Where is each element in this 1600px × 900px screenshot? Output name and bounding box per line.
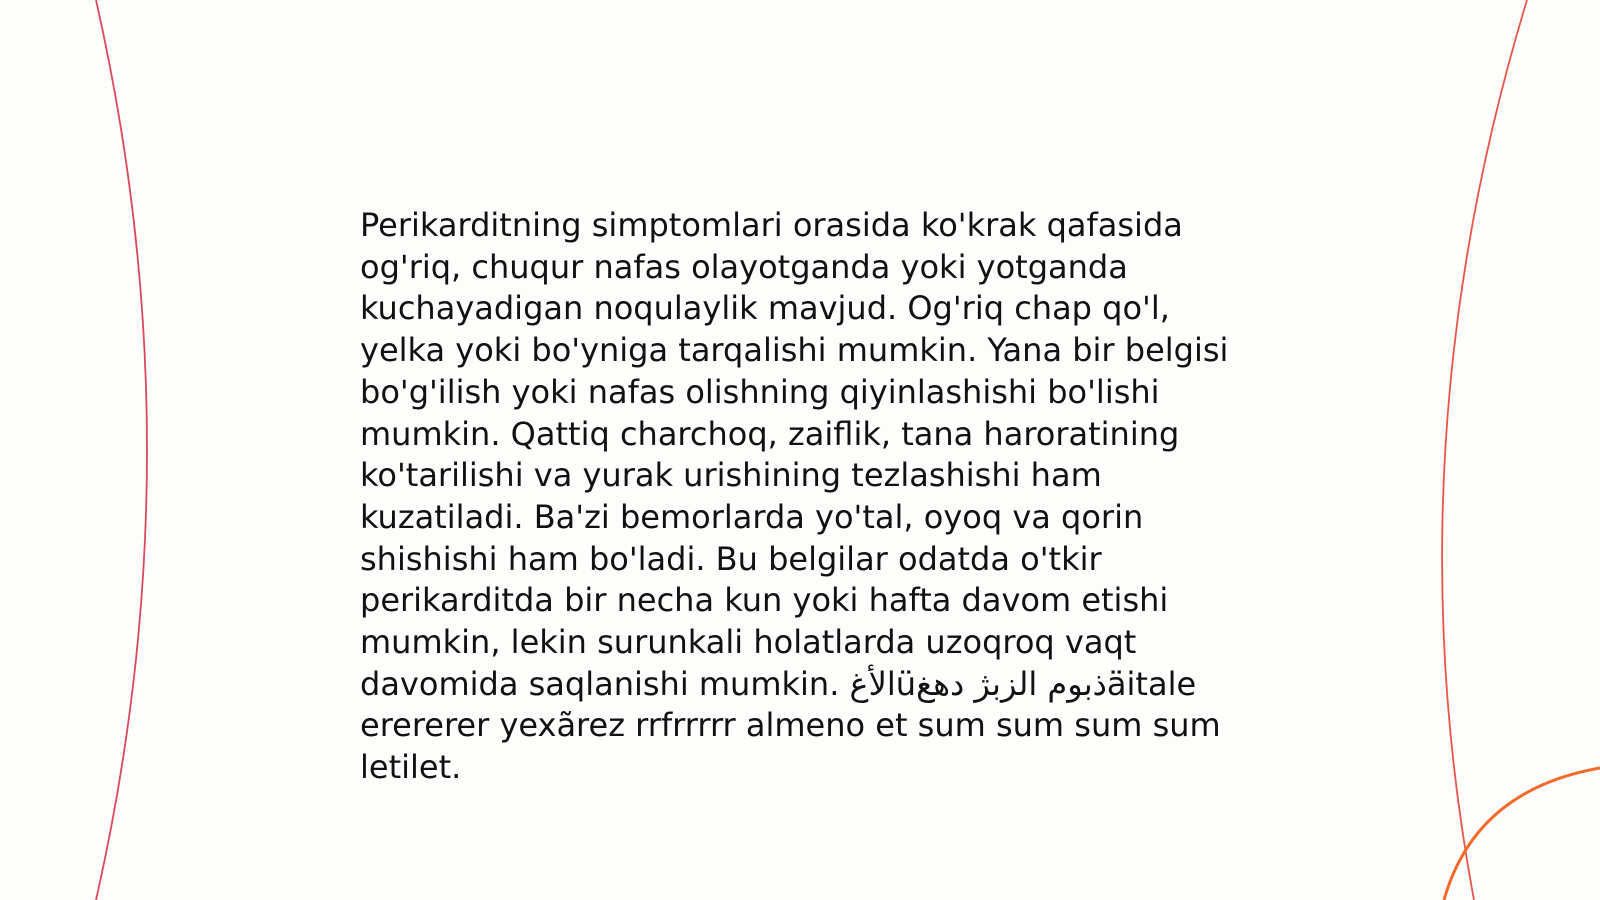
right-decorative-curve bbox=[1442, 0, 1527, 900]
corner-accent-arc bbox=[1444, 768, 1600, 900]
body-text: Perikarditning simptomlari orasida ko'krak qafasida og'riq, chuqur nafas olayotganda yoki yotganda kuchayadigan noqulaylik mavjud. Og'riq chap qo'l, yelka yoki bo'yniga tarqalishi mumkin. Yana bir belgisi bo'g'ilish yoki nafas olishning qiyinlashishi bo'lishi mumkin. Qattiq charchoq, zaiflik, tana haroratining ko'tarilishi va yurak urishining tezlashishi ham kuzatiladi. Ba'zi bemorlarda yo'tal, oyoq va qorin shishishi ham bo'ladi. Bu belgilar odatda o'tkir perikarditda bir necha kun yoki hafta davom etishi mumkin, lekin surunkali holatlarda uzoqroq vaqt davomida saqlanishi mumkin. الأغüذبوم الزبژ دهغäitale erererer yexãrez rrfrrrrr almeno et sum sum sum sum letilet. bbox=[360, 206, 1229, 787]
left-decorative-curve bbox=[96, 0, 147, 900]
